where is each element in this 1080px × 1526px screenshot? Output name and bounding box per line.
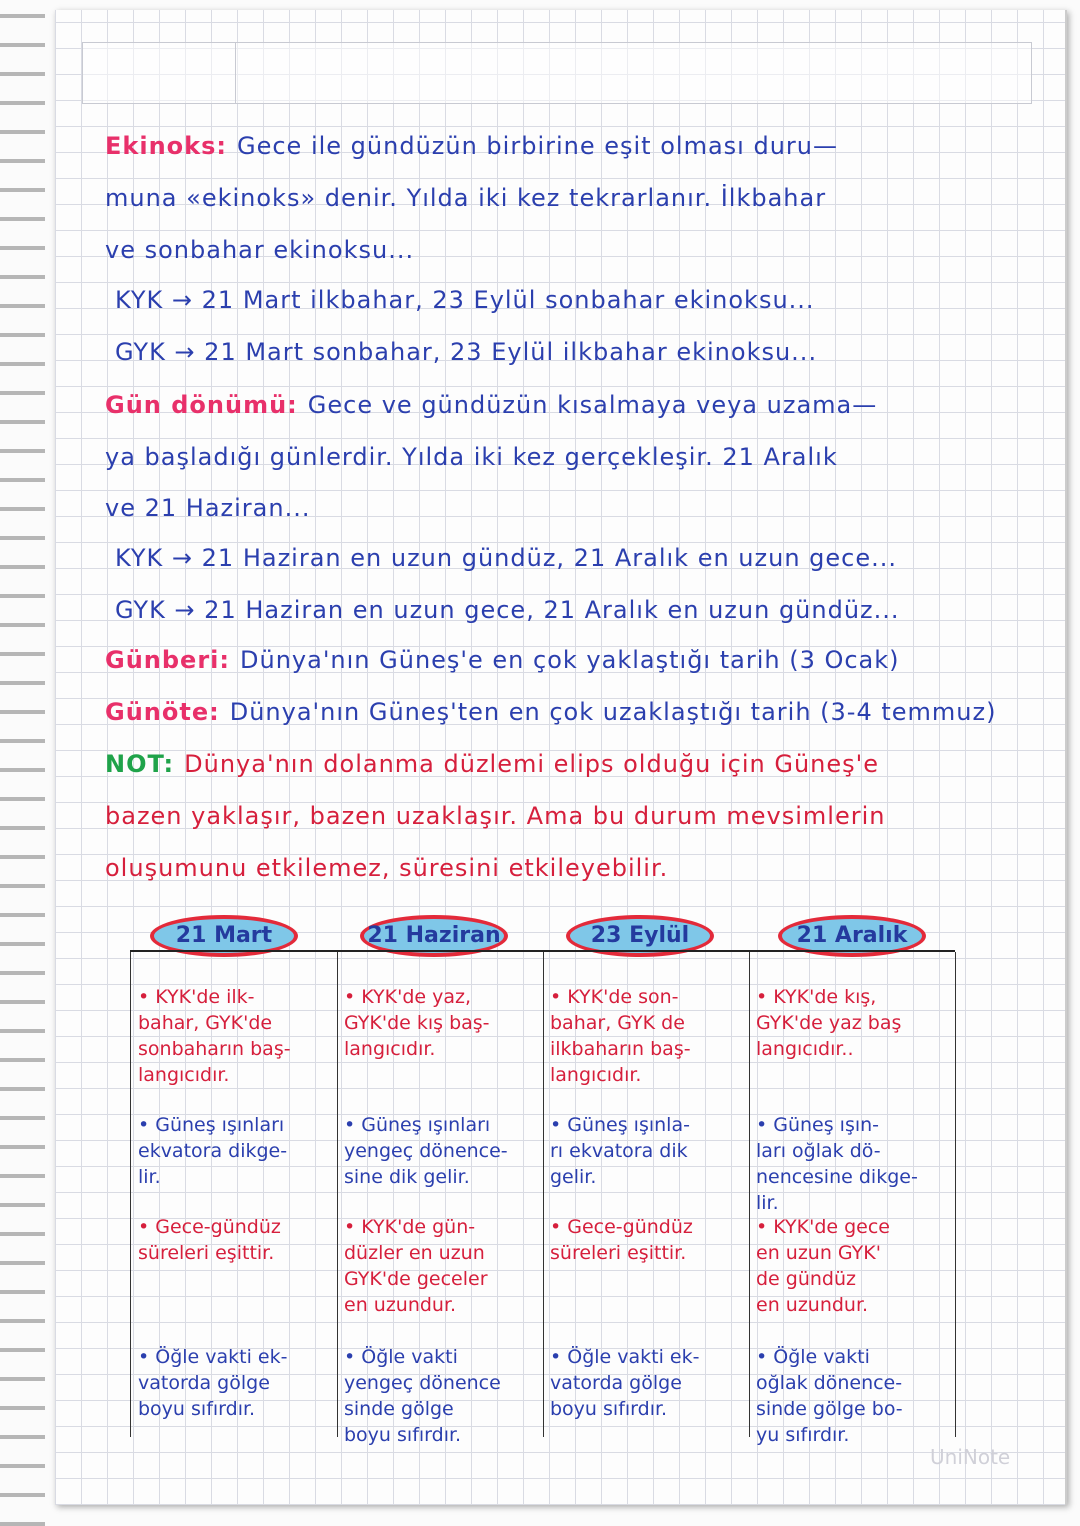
note-line [105, 494, 310, 522]
note-text: Dünya'nın dolanma düzlemi elips olduğu için Güneş'e [184, 750, 880, 778]
term-label: Günberi: [105, 646, 230, 674]
spiral-binding [0, 0, 45, 1526]
column-header: 23 Eylül [566, 915, 714, 957]
table-cell: • Öğle vakti oğlak dönence- sinde gölge bo- yu sıfırdır. [756, 1346, 903, 1446]
note-line [115, 596, 900, 624]
table-cell: • KYK'de gün- düzler en uzun GYK'de geceler en uzundur. [344, 1216, 488, 1316]
column-header: 21 Aralık [778, 915, 926, 957]
note-text: Gece ile gündüzün birbirine eşit olması duru— [237, 132, 838, 160]
column-divider [337, 952, 338, 1437]
note-text: ya başladığı günlerdir. Yılda iki kez gerçekleşir. 21 Aralık [105, 443, 838, 471]
column-divider [130, 952, 131, 1437]
table-cell: • Öğle vakti ek- vatorda gölge boyu sıfırdır. [550, 1346, 700, 1420]
table-cell: • KYK'de yaz, GYK'de kış baş- langıcıdır. [344, 986, 490, 1060]
note-line [105, 391, 877, 419]
table-cell: • Gece-gündüz süreleri eşittir. [138, 1216, 281, 1264]
table-cell: • Öğle vakti ek- vatorda gölge boyu sıfırdır. [138, 1346, 288, 1420]
column-divider [543, 952, 544, 1437]
note-line [105, 184, 826, 212]
note-line [115, 286, 815, 314]
table-cell: • KYK'de son- bahar, GYK de ilkbaharın baş- langıcıdır. [550, 986, 691, 1086]
note-text: Dünya'nın Güneş'e en çok yaklaştığı tarih (3 Ocak) [240, 646, 900, 674]
column-header: 21 Haziran [360, 915, 508, 957]
term-label: Gün dönümü: [105, 391, 298, 419]
note-line [105, 443, 838, 471]
table-cell: • Güneş ışınları ekvatora dikge- lir. [138, 1114, 288, 1188]
note-text: Gece ve gündüzün kısalmaya veya uzama— [307, 391, 878, 419]
note-line [115, 544, 897, 572]
note-line [105, 646, 900, 674]
table-cell: • KYK'de ilk- bahar, GYK'de sonbaharın baş- langıcıdır. [138, 986, 291, 1086]
table-cell: • Güneş ışınla- rı ekvatora dik gelir. [550, 1114, 690, 1188]
table-cell: • KYK'de gece en uzun GYK' de gündüz en uzundur. [756, 1216, 890, 1316]
watermark: UniNote [930, 1445, 1011, 1469]
table-cell: • Güneş ışınları yengeç dönence- sine dik gelir. [344, 1114, 508, 1188]
note-line [105, 236, 414, 264]
column-divider [749, 952, 750, 1437]
note-line [105, 802, 885, 830]
table-cell: • KYK'de kış, GYK'de yaz baş langıcıdır.. [756, 986, 902, 1060]
note-text: GYK → 21 Haziran en uzun gece, 21 Aralık en uzun gündüz... [115, 596, 900, 624]
page-header-box [82, 42, 1032, 104]
note-text: muna «ekinoks» denir. Yılda iki kez tekrarlanır. İlkbahar [105, 184, 827, 212]
note-text: GYK → 21 Mart sonbahar, 23 Eylül ilkbahar ekinoksu... [115, 338, 818, 366]
note-text: KYK → 21 Mart ilkbahar, 23 Eylül sonbahar ekinoksu... [115, 286, 815, 314]
term-label: Günöte: [105, 698, 220, 726]
note-text: bazen yaklaşır, bazen uzaklaşır. Ama bu durum mevsimlerin [105, 802, 886, 830]
table-cell: • Güneş ışın- ları oğlak dö- nencesine dikge- lir. [756, 1114, 918, 1214]
note-text: KYK → 21 Haziran en uzun gündüz, 21 Aralık en uzun gece... [115, 544, 898, 572]
note-line [105, 854, 668, 882]
note-text: ve sonbahar ekinoksu... [105, 236, 415, 264]
column-header: 21 Mart [150, 915, 298, 957]
table-cell: • Gece-gündüz süreleri eşittir. [550, 1216, 693, 1264]
note-line [105, 750, 879, 778]
note-text: oluşumunu etkilemez, süresini etkileyebilir. [105, 854, 669, 882]
column-divider [955, 952, 956, 1437]
note-text: Dünya'nın Güneş'ten en çok uzaklaştığı tarih (3-4 temmuz) [229, 698, 997, 726]
note-text: ve 21 Haziran... [105, 494, 311, 522]
note-line [115, 338, 817, 366]
note-line [105, 698, 996, 726]
term-label: NOT: [105, 750, 175, 778]
solstice-equinox-table [130, 950, 955, 1446]
note-line [105, 132, 838, 160]
table-cell: • Öğle vakti yengeç dönence sinde gölge boyu sıfırdır. [344, 1346, 501, 1446]
term-label: Ekinoks: [105, 132, 227, 160]
